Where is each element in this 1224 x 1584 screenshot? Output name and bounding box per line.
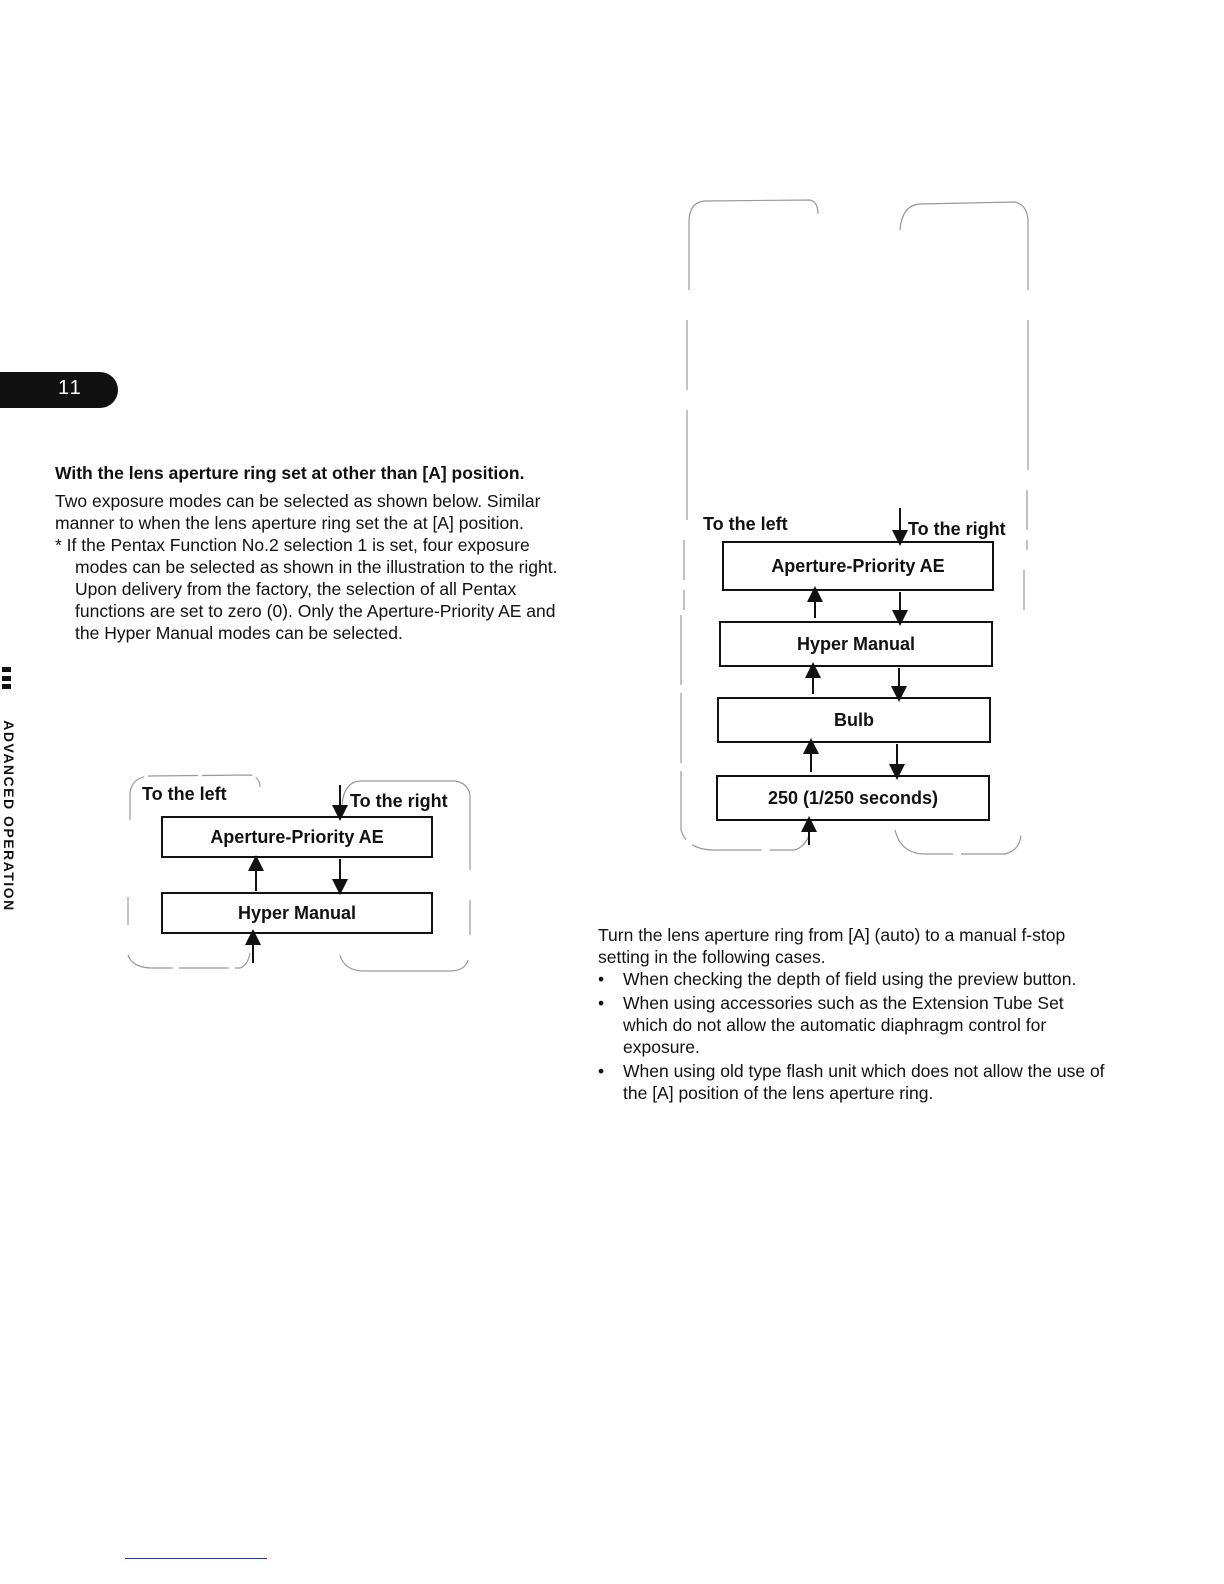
list-item: • When checking the depth of field using the preview button. xyxy=(598,968,1110,990)
mode-label-250: 250 (1/250 seconds) xyxy=(767,788,939,808)
mode-box-aperture-priority xyxy=(162,817,432,857)
section-marker xyxy=(2,667,11,689)
mode-label-aperture-priority: Aperture-Priority AE xyxy=(210,827,384,847)
footer-rule xyxy=(125,1558,267,1559)
intro-paragraph: Two exposure modes can be selected as shown below. Similar manner to when the lens aperture ring set the at [A] position. xyxy=(55,491,541,533)
mode-box-bulb xyxy=(718,698,990,742)
list-item: • When using old type flash unit which does not allow the use of the [A] position of the lens aperture ring. xyxy=(598,1060,1110,1104)
section-heading: With the lens aperture ring set at other than [A] position. xyxy=(55,463,525,483)
four-mode-diagram xyxy=(675,190,1045,865)
page-number-tab xyxy=(0,372,118,408)
mode-box-hyper-manual xyxy=(162,893,432,933)
mode-label-hyper-manual: Hyper Manual xyxy=(237,903,357,923)
manual-intro: Turn the lens aperture ring from [A] (auto) to a manual f-stop setting in the following cases. xyxy=(598,925,1066,967)
left-text-column xyxy=(55,462,565,644)
list-item: • When using accessories such as the Extension Tube Set which do not allow the automatic diaphragm control for exposure. xyxy=(598,992,1110,1058)
rotate-left-label: To the left xyxy=(703,514,788,534)
mode-label-bulb: Bulb xyxy=(834,710,874,730)
right-text-column xyxy=(598,924,1110,1106)
section-label: ADVANCED OPERATION xyxy=(1,720,17,912)
pentax-function-note: * If the Pentax Function No.2 selection 1 is set, four exposure modes can be selected as shown in the illustration to the right. Upon delivery from the factory, the selection of all Pentax functions are set to zero (0). Only the Aperture-Priority AE and the Hyper Manual modes can be selected. xyxy=(55,535,558,643)
page-number: 11 xyxy=(58,377,83,399)
mode-box-250 xyxy=(717,776,989,820)
rotate-left-label: To the left xyxy=(142,784,227,804)
mode-label-aperture-priority: Aperture-Priority AE xyxy=(771,556,945,576)
manual-cases-list xyxy=(598,968,1110,1104)
rotate-right-label: To the right xyxy=(350,791,448,811)
mode-box-aperture-priority xyxy=(723,542,993,590)
two-mode-diagram xyxy=(120,765,490,980)
mode-label-hyper-manual: Hyper Manual xyxy=(796,634,916,654)
rotate-right-label: To the right xyxy=(908,519,1006,539)
mode-box-hyper-manual xyxy=(720,622,992,666)
